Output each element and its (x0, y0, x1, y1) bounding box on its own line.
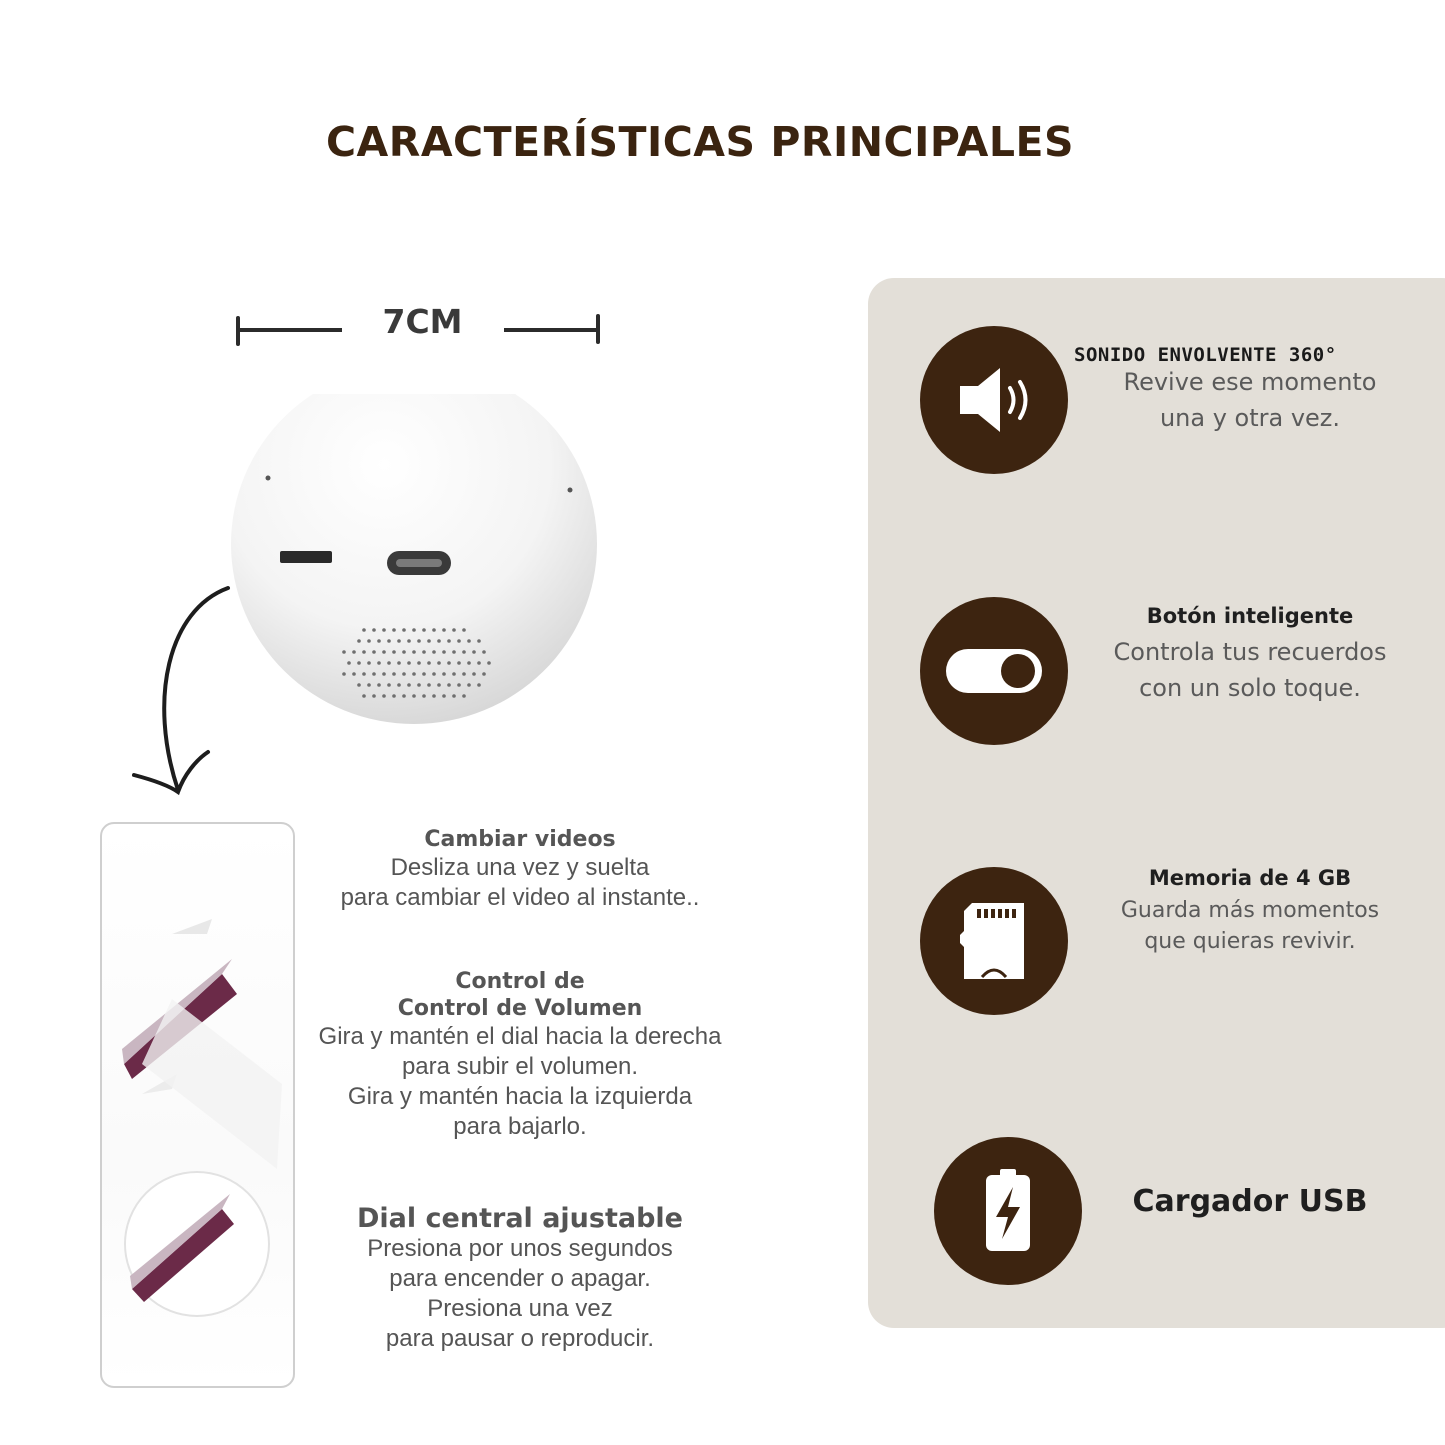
grill-hole (382, 672, 386, 676)
grill-hole (372, 628, 376, 632)
grill-hole (472, 650, 476, 654)
grill-hole (482, 672, 486, 676)
card-slot (280, 551, 332, 563)
grill-hole (447, 639, 451, 643)
grill-hole (362, 672, 366, 676)
grill-hole (367, 639, 371, 643)
grill-hole (357, 639, 361, 643)
grill-hole (342, 650, 346, 654)
grill-hole (372, 694, 376, 698)
grill-hole (347, 661, 351, 665)
grill-hole (442, 628, 446, 632)
grill-hole (412, 694, 416, 698)
control-line: Presiona por unos segundos (367, 1235, 673, 1262)
control-heading: Dial central ajustable (357, 1203, 683, 1234)
grill-hole (432, 672, 436, 676)
grill-hole (412, 650, 416, 654)
curved-arrow (128, 580, 238, 800)
feature-icon-circle (920, 867, 1068, 1015)
control-line: para cambiar el video al instante.. (340, 884, 700, 911)
grill-hole (372, 672, 376, 676)
control-line: para subir el volumen. (401, 1053, 639, 1080)
grill-hole (452, 672, 456, 676)
grill-hole (392, 628, 396, 632)
grill-hole (357, 661, 361, 665)
grill-hole (457, 661, 461, 665)
speaker-icon (920, 326, 1068, 474)
grill-hole (352, 672, 356, 676)
grill-hole (362, 628, 366, 632)
grill-hole (367, 661, 371, 665)
memory-card-icon (920, 867, 1068, 1015)
grill-hole (382, 628, 386, 632)
control-line: para bajarlo. (453, 1113, 587, 1140)
feature-line: que quieras revivir. (1144, 929, 1356, 954)
grill-hole (362, 694, 366, 698)
feature-title: Botón inteligente (1146, 604, 1354, 628)
grill-hole (467, 639, 471, 643)
grill-hole (447, 661, 451, 665)
grill-hole (462, 628, 466, 632)
product-image (230, 394, 598, 726)
grill-hole (402, 628, 406, 632)
grill-hole (382, 694, 386, 698)
grill-hole (442, 650, 446, 654)
grill-hole (387, 661, 391, 665)
grill-hole (437, 661, 441, 665)
grill-hole (387, 683, 391, 687)
grill-hole (377, 639, 381, 643)
grill-hole (422, 694, 426, 698)
grill-hole (397, 639, 401, 643)
grill-hole (447, 683, 451, 687)
control-line: para pausar o reproducir. (385, 1325, 655, 1352)
control-volume (300, 968, 740, 1142)
grill-hole (392, 672, 396, 676)
grill-hole (452, 650, 456, 654)
dimension-label: 7CM (382, 302, 463, 341)
grill-hole (372, 650, 376, 654)
knob-illustration (102, 824, 295, 1388)
grill-hole (402, 650, 406, 654)
grill-hole (417, 661, 421, 665)
control-line: para encender o apagar. (389, 1265, 651, 1292)
grill-hole (392, 650, 396, 654)
grill-hole (422, 628, 426, 632)
grill-hole (387, 639, 391, 643)
grill-hole (452, 694, 456, 698)
feature-title: SONIDO ENVOLVENTE 360° (1074, 344, 1337, 366)
grill-hole (352, 650, 356, 654)
battery-charging-icon (934, 1137, 1082, 1285)
grill-hole (427, 683, 431, 687)
grill-hole (442, 672, 446, 676)
grill-hole (377, 661, 381, 665)
control-change-videos (300, 826, 740, 913)
grill-hole (407, 661, 411, 665)
feature-title: Cargador USB (1132, 1184, 1368, 1219)
control-heading: Control de Volumen (397, 996, 643, 1021)
feature-icon-circle (920, 326, 1068, 474)
control-line: Gira y mantén el dial hacia la derecha (318, 1023, 722, 1050)
grill-hole (472, 672, 476, 676)
grill-hole (457, 683, 461, 687)
grill-hole (452, 628, 456, 632)
grill-hole (477, 661, 481, 665)
grill-hole (437, 683, 441, 687)
grill-hole (477, 683, 481, 687)
grill-hole (457, 639, 461, 643)
grill-hole (417, 639, 421, 643)
grill-hole (412, 672, 416, 676)
grill-hole (422, 650, 426, 654)
grill-hole (427, 661, 431, 665)
grill-hole (467, 683, 471, 687)
feature-description (1090, 895, 1410, 957)
feature-title: Memoria de 4 GB (1148, 866, 1352, 890)
grill-hole (397, 661, 401, 665)
grill-hole (342, 672, 346, 676)
grill-hole (377, 683, 381, 687)
toggle-icon (920, 597, 1068, 745)
grill-hole (392, 694, 396, 698)
grill-hole (482, 650, 486, 654)
grill-hole (462, 650, 466, 654)
control-central-dial (300, 1204, 740, 1354)
feature-description (1090, 364, 1410, 436)
grill-hole (367, 683, 371, 687)
feature-line: Revive ese momento (1123, 368, 1377, 396)
grill-hole (432, 650, 436, 654)
grill-hole (397, 683, 401, 687)
grill-hole (382, 650, 386, 654)
feature-icon-circle (934, 1137, 1082, 1285)
grill-hole (427, 639, 431, 643)
grill-hole (417, 683, 421, 687)
feature-line: Guarda más momentos (1120, 898, 1380, 923)
grill-hole (432, 694, 436, 698)
knob-illustration-panel (100, 822, 295, 1388)
grill-hole (462, 694, 466, 698)
grill-hole (362, 650, 366, 654)
grill-hole (477, 639, 481, 643)
page-title: CARACTERÍSTICAS PRINCIPALES (325, 118, 1075, 166)
feature-icon-circle (920, 597, 1068, 745)
feature-line: con un solo toque. (1139, 674, 1361, 702)
grill-hole (442, 694, 446, 698)
grill-hole (487, 661, 491, 665)
grill-hole (437, 639, 441, 643)
control-line: Gira y mantén hacia la izquierda (347, 1083, 693, 1110)
control-line: Presiona una vez (427, 1295, 613, 1322)
grill-hole (462, 672, 466, 676)
feature-line: una y otra vez. (1159, 404, 1341, 432)
control-line: Desliza una vez y suelta (390, 854, 650, 881)
control-heading: Control de (455, 969, 585, 994)
grill-hole (467, 661, 471, 665)
feature-description (1090, 634, 1410, 706)
grill-hole (407, 683, 411, 687)
grill-hole (402, 672, 406, 676)
grill-hole (422, 672, 426, 676)
grill-hole (412, 628, 416, 632)
grill-hole (407, 639, 411, 643)
grill-hole (402, 694, 406, 698)
grill-hole (432, 628, 436, 632)
control-heading: Cambiar videos (424, 827, 616, 852)
feature-line: Controla tus recuerdos (1113, 638, 1387, 666)
grill-hole (357, 683, 361, 687)
